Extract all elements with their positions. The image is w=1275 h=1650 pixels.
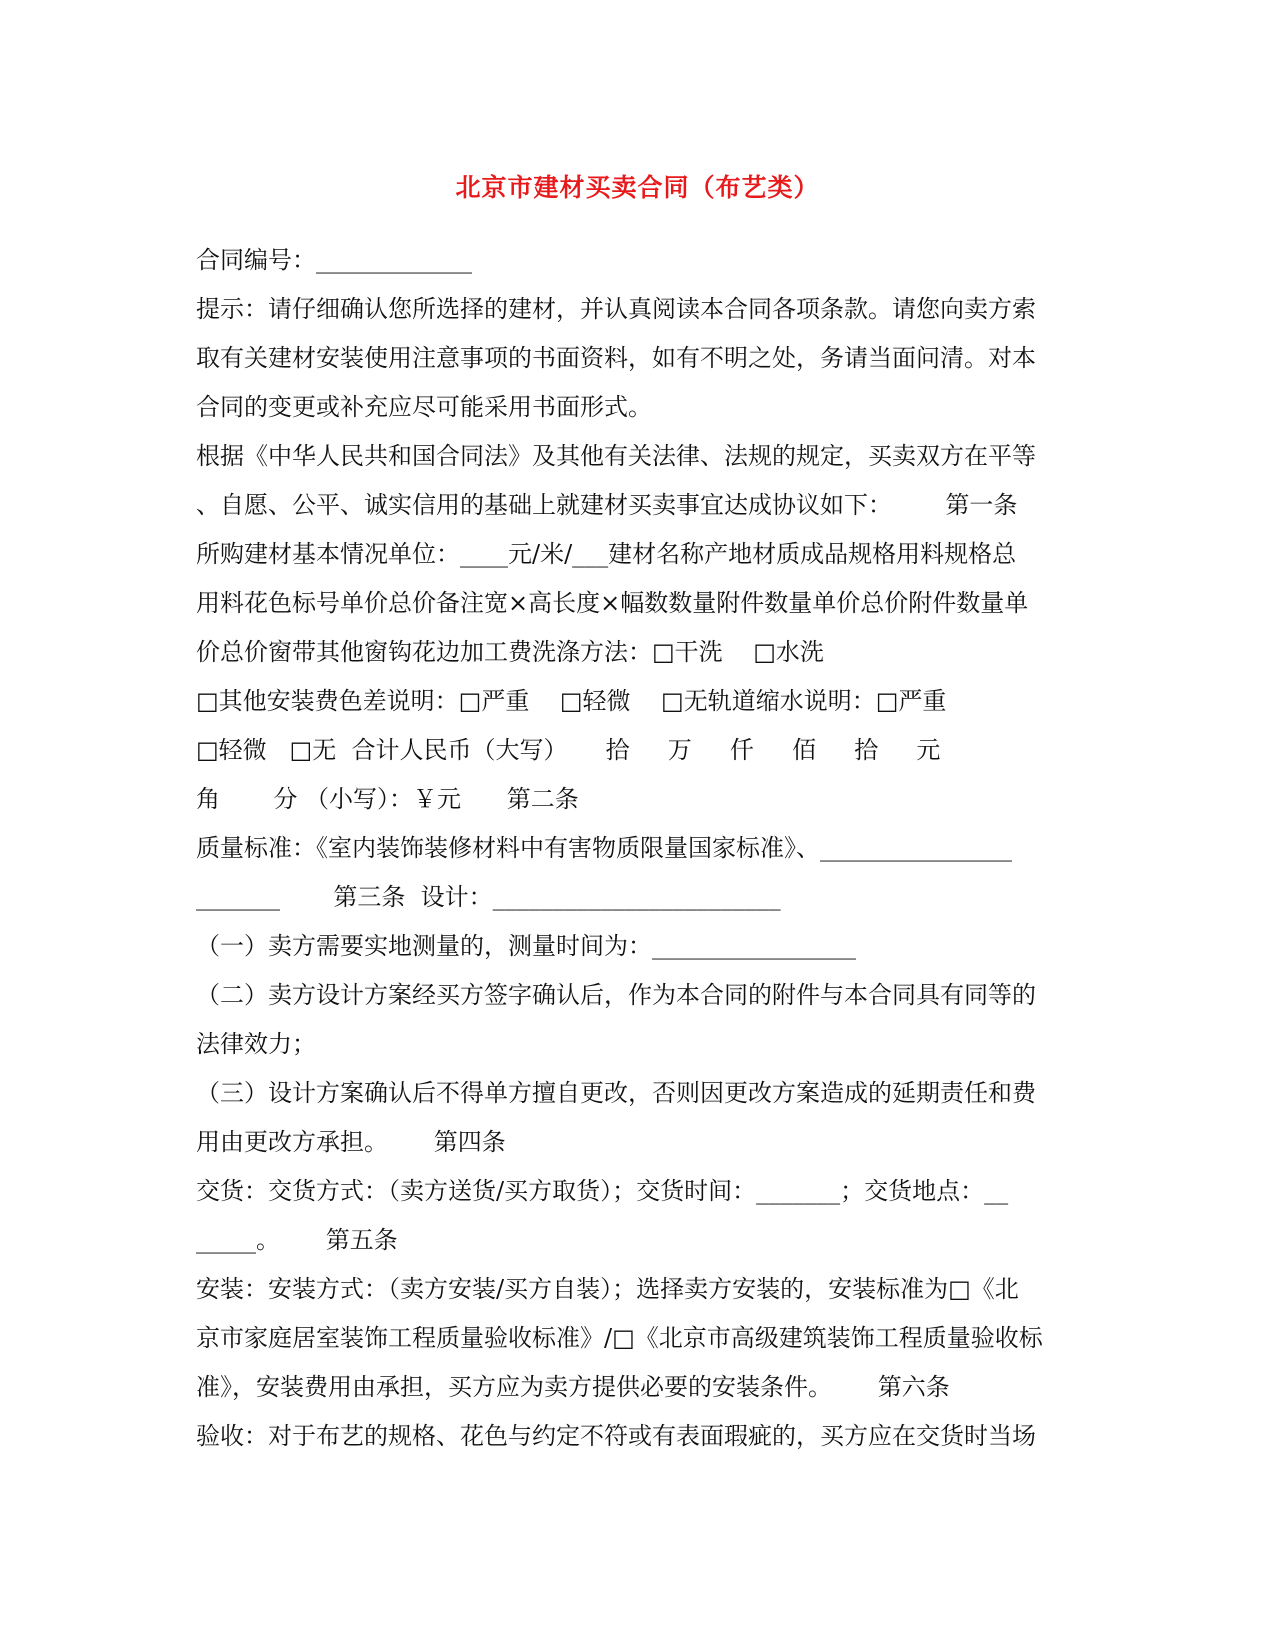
body-line: （三）设计方案确认后不得单方擅自更改，否则因更改方案造成的延期责任和费	[196, 1079, 1036, 1107]
body-line: 取有关建材安装使用注意事项的书面资料，如有不明之处，务请当面问清。对本	[196, 344, 1036, 372]
body-line: （二）卖方设计方案经买方签字确认后，作为本合同的附件与本合同具有同等的	[196, 981, 1036, 1009]
body-line: 交货：交货方式：（卖方送货/买方取货）；交货时间：_______；交货地点：__	[196, 1177, 1009, 1205]
body-line: □其他安装费色差说明：□严重 □轻微 □无轨道缩水说明：□严重	[196, 687, 947, 715]
body-line: 验收：对于布艺的规格、花色与约定不符或有表面瑕疵的，买方应在交货时当场	[196, 1422, 1036, 1450]
body-line: 用由更改方承担。 第四条	[196, 1128, 506, 1156]
body-line: 质量标准：《室内装饰装修材料中有害物质限量国家标准》、________________	[196, 834, 1012, 862]
body-line: 合同的变更或补充应尽可能采用书面形式。	[196, 393, 652, 421]
body-line: 准》，安装费用由承担，买方应为卖方提供必要的安装条件。 第六条	[196, 1373, 950, 1401]
body-line: 安装：安装方式：（卖方安装/买方自装）；选择卖方安装的，安装标准为□《北	[196, 1275, 1019, 1303]
body-line: _______ 第三条 设计：________________________	[196, 883, 781, 911]
document-title: 北京市建材买卖合同（布艺类）	[455, 173, 820, 202]
body-line: 用料花色标号单价总价备注宽×高长度×幅数数量附件数量单价总价附件数量单	[196, 589, 1029, 617]
contract-number-line: 合同编号：_____________	[196, 246, 472, 274]
body-line: 角 分 （小写）：￥元 第二条	[196, 785, 579, 813]
body-line: 所购建材基本情况单位：____元/米/___建材名称产地材质成品规格用料规格总	[196, 540, 1017, 568]
body-line: _____。 第五条	[196, 1226, 398, 1254]
body-line: 根据《中华人民共和国合同法》及其他有关法律、法规的规定，买卖双方在平等	[196, 442, 1036, 470]
body-line: 京市家庭居室装饰工程质量验收标准》/□《北京市高级建筑装饰工程质量验收标	[196, 1324, 1043, 1352]
body-line: 价总价窗带其他窗钩花边加工费洗涤方法：□干洗 □水洗	[196, 638, 824, 666]
body-line: □轻微 □无 合计人民币（大写） 拾 万 仟 佰 拾 元	[196, 736, 941, 764]
body-line: （一）卖方需要实地测量的，测量时间为：_________________	[196, 932, 856, 960]
body-line: 提示：请仔细确认您所选择的建材，并认真阅读本合同各项条款。请您向卖方索	[196, 295, 1036, 323]
document-body	[196, 236, 1086, 1461]
body-line: 、自愿、公平、诚实信用的基础上就建材买卖事宜达成协议如下： 第一条	[196, 491, 1018, 519]
body-line: 法律效力；	[196, 1030, 316, 1058]
